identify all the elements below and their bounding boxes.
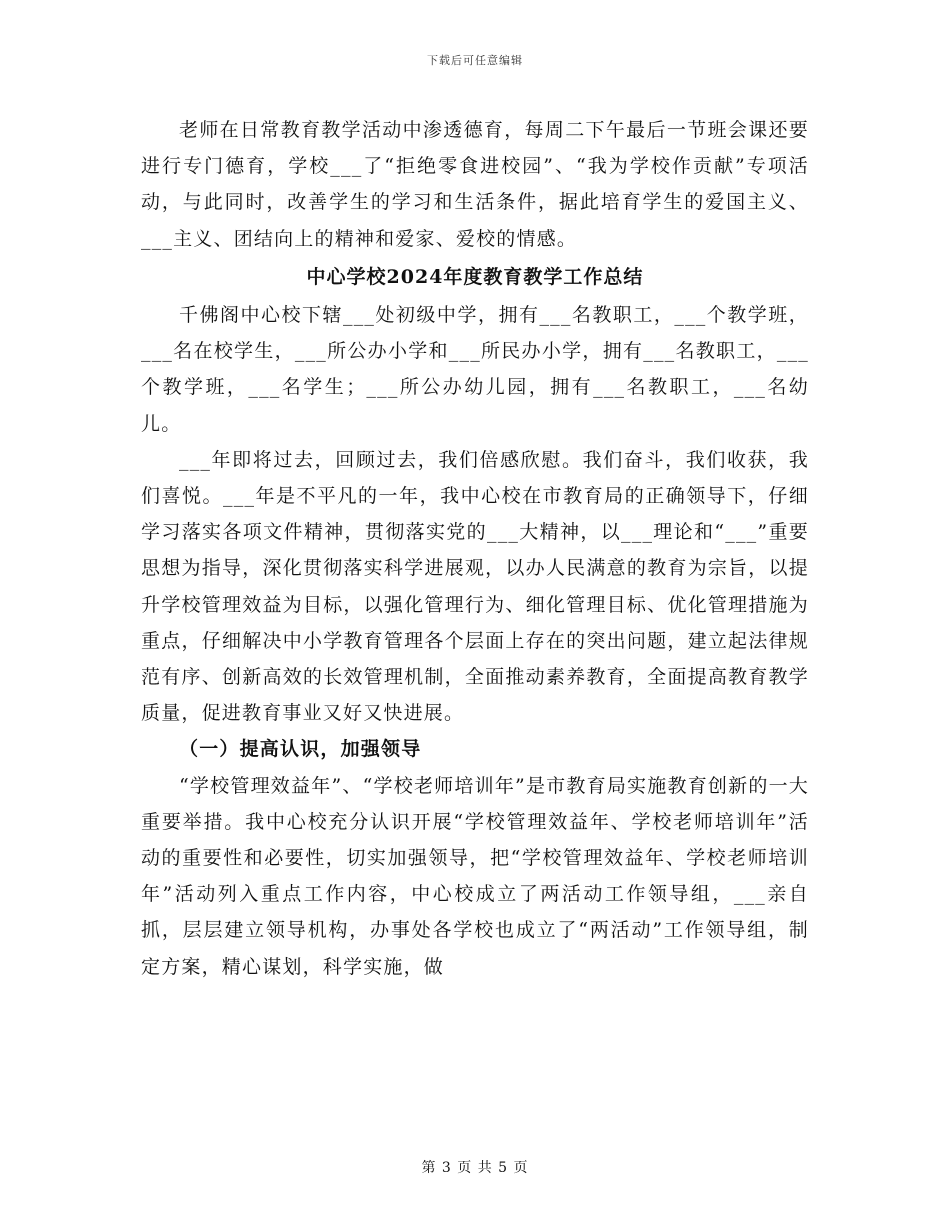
section-heading-1: （一）提高认识，加强领导 bbox=[179, 738, 422, 761]
body-paragraph-1: 千佛阁中心校下辖___处初级中学，拥有___名教职工，___个教学班，___名在校学生，___所公办小学和___所民办小学，拥有___名教职工，___个教学班，___名学生；___所公办幼儿园，拥有___名教职工，___名幼儿。 bbox=[141, 304, 809, 435]
section-1-paragraph: “学校管理效益年”、“学校老师培训年”是市教育局实施教育创新的一大重要举措。我中心校充分认识开展“学校管理效益年、学校老师培训年”活动的重要性和必要性，切实加强领导，把“学校管理效益年、学校老师培训年”活动列入重点工作内容，中心校成立了两活动工作领导组，___亲自抓，层层建立领导机构，办事处各学校也成立了“两活动”工作领导组，制定方案，精心谋划，科学实施，做 bbox=[141, 774, 809, 978]
document-body bbox=[141, 112, 809, 985]
intro-paragraph: 老师在日常教育教学活动中渗透德育，每周二下午最后一节班会课还要进行专门德育，学校___了“拒绝零食进校园”、“我为学校作贡献”专项活动，与此同时，改善学生的学习和生活条件，据此培育学生的爱国主义、___主义、团结向上的精神和爱家、爱校的情感。 bbox=[141, 119, 809, 250]
page-header-note: 下载后可任意编辑 bbox=[427, 54, 523, 67]
page-number: 第 3 页 共 5 页 bbox=[421, 1160, 529, 1176]
document-title: 中心学校2024年度教育教学工作总结 bbox=[306, 265, 644, 288]
body-paragraph-2: ___年即将过去，回顾过去，我们倍感欣慰。我们奋斗，我们收获，我们喜悦。___年是不平凡的一年，我中心校在市教育局的正确领导下，仔细学习落实各项文件精神，贯彻落实党的___大精神，以___理论和“___”重要思想为指导，深化贯彻落实科学进展观，以办人民满意的教育为宗旨，以提升学校管理效益为目标，以强化管理行为、细化管理目标、优化管理措施为重点，仔细解决中小学教育管理各个层面上存在的突出问题，建立起法律规范有序、创新高效的长效管理机制，全面推动素养教育，全面提高教育教学质量，促进教育事业又好又快进展。 bbox=[141, 448, 809, 725]
